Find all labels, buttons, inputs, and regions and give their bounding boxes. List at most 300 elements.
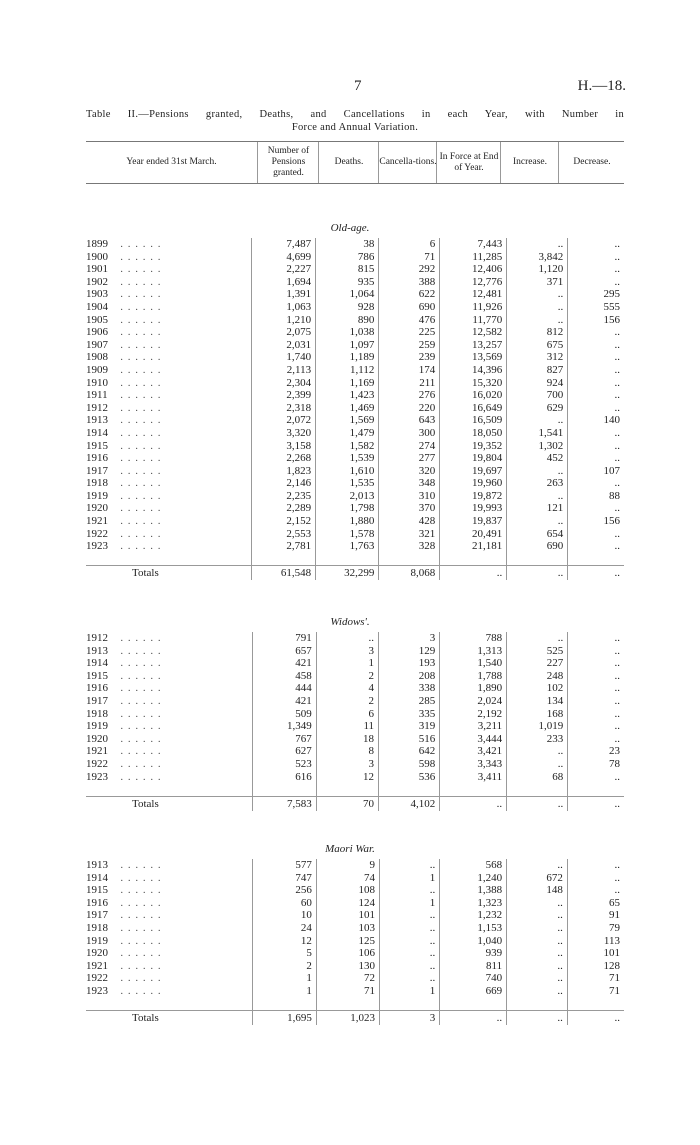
value-cell: 811 xyxy=(440,960,507,973)
table-row xyxy=(86,884,624,897)
value-cell: 3,343 xyxy=(440,758,507,771)
value-cell: .. xyxy=(507,238,568,251)
value-cell: 3,842 xyxy=(507,251,568,264)
year-cell: 1922 xyxy=(86,527,108,540)
value-cell: 657 xyxy=(252,645,316,658)
year-cell: 1909 xyxy=(86,363,108,376)
leader-dots: . . . . . . xyxy=(120,326,162,339)
totals-row xyxy=(86,566,624,581)
totals-cell: .. xyxy=(440,796,507,811)
year-cell: 1916 xyxy=(86,682,108,695)
value-cell: .. xyxy=(568,771,624,784)
value-cell: 1 xyxy=(252,972,316,985)
totals-cell: .. xyxy=(440,1011,507,1026)
value-cell: 2 xyxy=(316,695,378,708)
value-cell: 193 xyxy=(379,657,440,670)
value-cell: 577 xyxy=(252,859,316,872)
totals-cell: .. xyxy=(568,796,624,811)
value-cell: 2,304 xyxy=(252,377,316,390)
year-cell: 1922 xyxy=(86,972,108,985)
leader-dots: . . . . . . xyxy=(120,401,162,414)
year-cell: 1903 xyxy=(86,288,108,301)
value-cell: 1,097 xyxy=(316,339,379,352)
totals-cell: 1,023 xyxy=(316,1011,379,1026)
value-cell: 4 xyxy=(316,682,378,695)
leader-dots: . . . . . . xyxy=(120,489,162,502)
value-cell: 2,013 xyxy=(316,490,379,503)
value-cell: 629 xyxy=(507,402,568,415)
year-cell: 1904 xyxy=(86,300,108,313)
table-row xyxy=(86,935,624,948)
value-cell: 1 xyxy=(379,985,439,998)
year-cell: 1918 xyxy=(86,707,108,720)
value-cell: 2,146 xyxy=(252,477,316,490)
value-cell: .. xyxy=(507,414,568,427)
year-cell: 1910 xyxy=(86,376,108,389)
header-cancellations: Cancella-tions. xyxy=(378,142,437,183)
value-cell: 6 xyxy=(379,238,440,251)
year-cell: 1902 xyxy=(86,275,108,288)
spacer-row xyxy=(86,998,624,1011)
table-row xyxy=(86,720,624,733)
value-cell: 1,540 xyxy=(440,657,507,670)
value-cell: 523 xyxy=(252,758,316,771)
value-cell: 924 xyxy=(507,377,568,390)
value-cell: 19,697 xyxy=(440,465,507,478)
leader-dots: . . . . . . xyxy=(120,452,162,465)
year-cell: 1911 xyxy=(86,389,108,402)
table-row xyxy=(86,859,624,872)
year-cell: 1921 xyxy=(86,515,108,528)
value-cell: 156 xyxy=(568,515,624,528)
value-cell: 1 xyxy=(379,897,439,910)
spacer-row xyxy=(86,553,624,566)
value-cell: 24 xyxy=(252,922,316,935)
value-cell: 3,411 xyxy=(440,771,507,784)
value-cell: 669 xyxy=(440,985,507,998)
value-cell: 11,926 xyxy=(440,301,507,314)
table-row xyxy=(86,515,624,528)
table-row xyxy=(86,263,624,276)
year-cell: 1900 xyxy=(86,250,108,263)
leader-dots: . . . . . . xyxy=(120,288,162,301)
value-cell: 370 xyxy=(379,502,440,515)
value-cell: 91 xyxy=(567,909,624,922)
value-cell: 125 xyxy=(316,935,379,948)
value-cell: .. xyxy=(507,745,568,758)
table-row xyxy=(86,314,624,327)
value-cell: 2,024 xyxy=(440,695,507,708)
value-cell: 1,578 xyxy=(316,528,379,541)
value-cell: .. xyxy=(568,695,624,708)
value-cell: 88 xyxy=(568,490,624,503)
value-cell: 622 xyxy=(379,288,440,301)
value-cell: 9 xyxy=(316,859,379,872)
value-cell: 1,391 xyxy=(252,288,316,301)
value-cell: 19,872 xyxy=(440,490,507,503)
totals-cell: .. xyxy=(507,796,568,811)
value-cell: .. xyxy=(507,985,568,998)
value-cell: 128 xyxy=(567,960,624,973)
value-cell: 2,781 xyxy=(252,540,316,553)
table-row xyxy=(86,872,624,885)
year-cell: 1921 xyxy=(86,959,108,972)
year-cell: 1908 xyxy=(86,351,108,364)
value-cell: .. xyxy=(507,288,568,301)
value-cell: 421 xyxy=(252,695,316,708)
value-cell: 1,153 xyxy=(440,922,507,935)
value-cell: 295 xyxy=(568,288,624,301)
value-cell: 525 xyxy=(507,645,568,658)
leader-dots: . . . . . . xyxy=(120,502,162,515)
value-cell: .. xyxy=(568,708,624,721)
value-cell: 277 xyxy=(379,452,440,465)
totals-row xyxy=(86,796,624,811)
value-cell: 2,227 xyxy=(252,263,316,276)
totals-label xyxy=(86,1011,252,1026)
section-title-maori-war: Maori War. xyxy=(325,843,375,855)
value-cell: 939 xyxy=(440,947,507,960)
year-cell: 1917 xyxy=(86,464,108,477)
value-cell: 78 xyxy=(568,758,624,771)
value-cell: 72 xyxy=(316,972,379,985)
value-cell: 319 xyxy=(379,720,440,733)
value-cell: 23 xyxy=(568,745,624,758)
table-row xyxy=(86,502,624,515)
table-row xyxy=(86,427,624,440)
year-cell: 1917 xyxy=(86,909,108,922)
value-cell: 2,192 xyxy=(440,708,507,721)
value-cell: 328 xyxy=(379,540,440,553)
year-cell: 1922 xyxy=(86,757,108,770)
leader-dots: . . . . . . xyxy=(120,389,162,402)
value-cell: 7,487 xyxy=(252,238,316,251)
totals-label xyxy=(86,566,252,581)
value-cell: 208 xyxy=(379,670,440,683)
table-caption xyxy=(86,108,624,134)
value-cell: 15,320 xyxy=(440,377,507,390)
value-cell: 890 xyxy=(316,314,379,327)
totals-cell: 70 xyxy=(316,796,378,811)
value-cell: 233 xyxy=(507,733,568,746)
value-cell: 11,285 xyxy=(440,251,507,264)
value-cell: 2,318 xyxy=(252,402,316,415)
year-cell: 1915 xyxy=(86,884,108,897)
table-row xyxy=(86,758,624,771)
totals-cell: 7,583 xyxy=(252,796,316,811)
value-cell: .. xyxy=(567,872,624,885)
leader-dots: . . . . . . xyxy=(120,896,162,909)
table-row xyxy=(86,402,624,415)
leader-dots: . . . . . . xyxy=(120,300,162,313)
year-cell: 1923 xyxy=(86,540,108,553)
value-cell: 643 xyxy=(379,414,440,427)
value-cell: 690 xyxy=(379,301,440,314)
value-cell: 1,038 xyxy=(316,326,379,339)
value-cell: 3,211 xyxy=(440,720,507,733)
year-cell: 1913 xyxy=(86,644,108,657)
value-cell: 1,788 xyxy=(440,670,507,683)
leader-dots: . . . . . . xyxy=(120,644,162,657)
value-cell: 1,349 xyxy=(252,720,316,733)
leader-dots: . . . . . . xyxy=(120,884,162,897)
value-cell: 2,152 xyxy=(252,515,316,528)
value-cell: 19,804 xyxy=(440,452,507,465)
table-row xyxy=(86,645,624,658)
leader-dots: . . . . . . xyxy=(120,657,162,670)
value-cell: .. xyxy=(379,947,439,960)
value-cell: 12,481 xyxy=(440,288,507,301)
value-cell: 65 xyxy=(567,897,624,910)
value-cell: .. xyxy=(568,540,624,553)
caption-line-1: Table II.—Pensions granted, Deaths, and Cancellations in each Year, with Number in xyxy=(86,109,624,120)
year-cell: 1912 xyxy=(86,632,108,644)
value-cell: 211 xyxy=(379,377,440,390)
value-cell: 740 xyxy=(440,972,507,985)
value-cell: 320 xyxy=(379,465,440,478)
leader-dots: . . . . . . xyxy=(120,426,162,439)
table-row xyxy=(86,670,624,683)
value-cell: 3,158 xyxy=(252,440,316,453)
value-cell: 134 xyxy=(507,695,568,708)
table-row xyxy=(86,540,624,553)
value-cell: 276 xyxy=(379,389,440,402)
value-cell: 1 xyxy=(252,985,316,998)
value-cell: 767 xyxy=(252,733,316,746)
value-cell: 12,406 xyxy=(440,263,507,276)
value-cell: .. xyxy=(379,972,439,985)
value-cell: 1,423 xyxy=(316,389,379,402)
value-cell: 786 xyxy=(316,251,379,264)
year-cell: 1918 xyxy=(86,477,108,490)
value-cell: 156 xyxy=(568,314,624,327)
value-cell: 71 xyxy=(567,985,624,998)
value-cell: 18 xyxy=(316,733,378,746)
header-increase: Increase. xyxy=(500,142,559,183)
value-cell: .. xyxy=(507,922,568,935)
leader-dots: . . . . . . xyxy=(120,439,162,452)
table-row xyxy=(86,490,624,503)
value-cell: 1,823 xyxy=(252,465,316,478)
totals-cell: .. xyxy=(440,566,507,581)
value-cell: 38 xyxy=(316,238,379,251)
value-cell: 815 xyxy=(316,263,379,276)
value-cell: 60 xyxy=(252,897,316,910)
value-cell: 106 xyxy=(316,947,379,960)
table-row xyxy=(86,682,624,695)
leader-dots: . . . . . . xyxy=(120,732,162,745)
value-cell: 1,798 xyxy=(316,502,379,515)
header-year: Year ended 31st March. xyxy=(126,157,217,167)
year-cell: 1920 xyxy=(86,732,108,745)
value-cell: 130 xyxy=(316,960,379,973)
table-row xyxy=(86,695,624,708)
year-cell: 1923 xyxy=(86,770,108,783)
value-cell: 747 xyxy=(252,872,316,885)
value-cell: 421 xyxy=(252,657,316,670)
value-cell: 1,313 xyxy=(440,645,507,658)
value-cell: 1,240 xyxy=(440,872,507,885)
totals-label-text: Totals xyxy=(132,1012,159,1025)
value-cell: 1,740 xyxy=(252,351,316,364)
value-cell: 2,031 xyxy=(252,339,316,352)
value-cell: 2,072 xyxy=(252,414,316,427)
value-cell: 616 xyxy=(252,771,316,784)
value-cell: .. xyxy=(568,452,624,465)
value-cell: 1,323 xyxy=(440,897,507,910)
value-cell: .. xyxy=(507,314,568,327)
year-cell: 1918 xyxy=(86,921,108,934)
totals-cell: 32,299 xyxy=(316,566,379,581)
value-cell: 1,210 xyxy=(252,314,316,327)
value-cell: 598 xyxy=(379,758,440,771)
value-cell: .. xyxy=(568,251,624,264)
caption-line-2: Force and Annual Variation. xyxy=(291,122,419,133)
value-cell: .. xyxy=(568,502,624,515)
value-cell: 536 xyxy=(379,771,440,784)
leader-dots: . . . . . . xyxy=(120,859,162,871)
value-cell: 1,232 xyxy=(440,909,507,922)
value-cell: .. xyxy=(568,326,624,339)
leader-dots: . . . . . . xyxy=(120,464,162,477)
value-cell: 444 xyxy=(252,682,316,695)
value-cell: 2,075 xyxy=(252,326,316,339)
value-cell: 1,189 xyxy=(316,351,379,364)
table-row xyxy=(86,351,624,364)
table-row xyxy=(86,377,624,390)
value-cell: 1,535 xyxy=(316,477,379,490)
value-cell: 129 xyxy=(379,645,440,658)
value-cell: 16,649 xyxy=(440,402,507,415)
section-title-old-age: Old-age. xyxy=(330,222,370,234)
year-cell: 1913 xyxy=(86,859,108,871)
page-number: 7 xyxy=(354,78,362,94)
value-cell: 14,396 xyxy=(440,364,507,377)
value-cell: 1,539 xyxy=(316,452,379,465)
value-cell: 19,352 xyxy=(440,440,507,453)
value-cell: 812 xyxy=(507,326,568,339)
leader-dots: . . . . . . xyxy=(120,275,162,288)
value-cell: 121 xyxy=(507,502,568,515)
value-cell: .. xyxy=(379,884,439,897)
value-cell: 2,399 xyxy=(252,389,316,402)
leader-dots: . . . . . . xyxy=(120,682,162,695)
value-cell: 690 xyxy=(507,540,568,553)
year-cell: 1905 xyxy=(86,313,108,326)
leader-dots: . . . . . . xyxy=(120,363,162,376)
value-cell: .. xyxy=(507,490,568,503)
leader-dots: . . . . . . xyxy=(120,313,162,326)
value-cell: .. xyxy=(316,632,378,645)
value-cell: 700 xyxy=(507,389,568,402)
header-deaths: Deaths. xyxy=(318,142,379,183)
value-cell: 12 xyxy=(316,771,378,784)
table-row xyxy=(86,528,624,541)
value-cell: .. xyxy=(507,947,568,960)
leader-dots: . . . . . . xyxy=(120,934,162,947)
leader-dots: . . . . . . xyxy=(120,632,162,644)
header-pensions-granted: Number of Pensions granted. xyxy=(257,142,319,183)
value-cell: 1,040 xyxy=(440,935,507,948)
value-cell: 13,257 xyxy=(440,339,507,352)
value-cell: 1,541 xyxy=(507,427,568,440)
value-cell: 168 xyxy=(507,708,568,721)
header-decrease: Decrease. xyxy=(558,142,625,183)
value-cell: 476 xyxy=(379,314,440,327)
value-cell: 1,019 xyxy=(507,720,568,733)
value-cell: 3,421 xyxy=(440,745,507,758)
totals-label-text: Totals xyxy=(132,797,159,810)
leader-dots: . . . . . . xyxy=(120,972,162,985)
value-cell: 1,063 xyxy=(252,301,316,314)
table-row xyxy=(86,339,624,352)
leader-dots: . . . . . . xyxy=(120,871,162,884)
value-cell: 256 xyxy=(252,884,316,897)
leader-dots: . . . . . . xyxy=(120,959,162,972)
value-cell: 292 xyxy=(379,263,440,276)
year-cell: 1912 xyxy=(86,401,108,414)
value-cell: 1,479 xyxy=(316,427,379,440)
value-cell: 101 xyxy=(316,909,379,922)
table-row xyxy=(86,477,624,490)
value-cell: .. xyxy=(568,670,624,683)
year-cell: 1919 xyxy=(86,934,108,947)
year-cell: 1899 xyxy=(86,238,108,250)
value-cell: 227 xyxy=(507,657,568,670)
leader-dots: . . . . . . xyxy=(120,757,162,770)
header-in-force: In Force at End of Year. xyxy=(436,142,501,183)
value-cell: .. xyxy=(568,364,624,377)
value-cell: 1,388 xyxy=(440,884,507,897)
value-cell: .. xyxy=(379,960,439,973)
totals-cell: .. xyxy=(507,566,568,581)
table-row xyxy=(86,452,624,465)
year-cell: 1913 xyxy=(86,414,108,427)
leader-dots: . . . . . . xyxy=(120,477,162,490)
value-cell: 5 xyxy=(252,947,316,960)
table-row xyxy=(86,733,624,746)
value-cell: 239 xyxy=(379,351,440,364)
value-cell: .. xyxy=(568,238,624,251)
value-cell: 6 xyxy=(316,708,378,721)
value-cell: .. xyxy=(568,276,624,289)
value-cell: 12 xyxy=(252,935,316,948)
value-cell: 388 xyxy=(379,276,440,289)
value-cell: 103 xyxy=(316,922,379,935)
value-cell: 3 xyxy=(379,632,440,645)
year-cell: 1917 xyxy=(86,694,108,707)
table-row xyxy=(86,745,624,758)
value-cell: 74 xyxy=(316,872,379,885)
value-cell: .. xyxy=(507,960,568,973)
table-row xyxy=(86,301,624,314)
value-cell: 68 xyxy=(507,771,568,784)
value-cell: 516 xyxy=(379,733,440,746)
value-cell: 263 xyxy=(507,477,568,490)
totals-cell: .. xyxy=(507,1011,568,1026)
value-cell: .. xyxy=(568,477,624,490)
leader-dots: . . . . . . xyxy=(120,527,162,540)
totals-row xyxy=(86,1011,624,1026)
year-cell: 1915 xyxy=(86,669,108,682)
table-row xyxy=(86,909,624,922)
year-cell: 1915 xyxy=(86,439,108,452)
table-row xyxy=(86,985,624,998)
value-cell: 300 xyxy=(379,427,440,440)
value-cell: 2,289 xyxy=(252,502,316,515)
value-cell: 16,509 xyxy=(440,414,507,427)
value-cell: 1,569 xyxy=(316,414,379,427)
